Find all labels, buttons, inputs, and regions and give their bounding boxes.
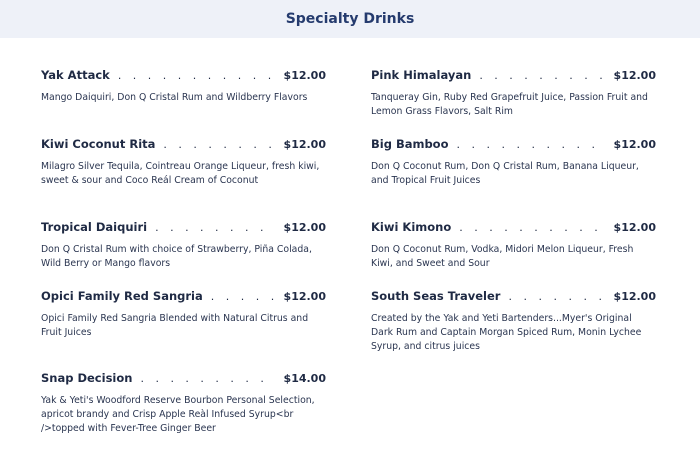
item-description: Don Q Coconut Rum, Vodka, Midori Melon Liqueur, Fresh Kiwi, and Sweet and Sour [371,244,634,269]
item-price: $12.00 [613,290,656,303]
item-price: $12.00 [283,138,326,151]
item-price: $12.00 [283,221,326,234]
item-name: Pink Himalayan [371,68,472,82]
item-description: Milagro Silver Tequila, Cointreau Orange Liqueur, fresh kiwi, sweet & sour and Coco Reál Cream of Coconut [41,161,320,186]
section-title: Specialty Drinks [285,11,415,27]
menu-item [371,289,656,354]
item-description: Yak & Yeti's Woodford Reserve Bourbon Personal Selection, apricot brandy and Crisp Apple Reàl Infused Syrup<br />topped with Fever-Tree Ginger Beer [41,395,315,434]
dot-leader [118,70,276,81]
item-name: South Seas Traveler [371,289,501,303]
item-name: Yak Attack [41,68,110,82]
item-price: $12.00 [283,69,326,82]
menu-item [41,68,326,105]
item-description: Mango Daiquiri, Don Q Cristal Rum and Wildberry Flavors [41,92,308,103]
dot-leader [479,70,605,81]
menu-item [41,371,326,436]
menu-item [41,220,326,271]
dot-leader [457,139,606,150]
menu-item [41,137,326,188]
dot-leader [459,222,605,233]
item-price: $14.00 [283,372,326,385]
dot-leader [508,291,605,302]
item-name: Snap Decision [41,371,133,385]
item-description: Opici Family Red Sangria Blended with Natural Citrus and Fruit Juices [41,313,309,338]
dot-leader [140,373,275,384]
dot-leader [211,291,276,302]
item-description: Don Q Coconut Rum, Don Q Cristal Rum, Banana Liqueur, and Tropical Fruit Juices [371,161,639,186]
item-name: Tropical Daiquiri [41,220,148,234]
menu-item [371,68,656,119]
item-price: $12.00 [613,138,656,151]
item-name: Kiwi Coconut Rita [41,137,156,151]
item-price: $12.00 [283,290,326,303]
item-name: Kiwi Kimono [371,220,452,234]
section-header [0,0,700,38]
item-description: Created by the Yak and Yeti Bartenders...Myer's Original Dark Rum and Captain Morgan Spiced Rum, Monin Lychee Syrup, and citrus juices [371,313,642,352]
dot-leader [155,222,275,233]
item-name: Big Bamboo [371,137,449,151]
item-description: Tanqueray Gin, Ruby Red Grapefruit Juice, Passion Fruit and Lemon Grass Flavors, Salt Rim [371,92,648,117]
item-name: Opici Family Red Sangria [41,289,203,303]
menu-item [371,220,656,271]
menu-grid [0,38,700,468]
item-price: $12.00 [613,221,656,234]
item-description: Don Q Cristal Rum with choice of Strawberry, Piña Colada, Wild Berry or Mango flavors [41,244,312,269]
menu-item [371,137,656,188]
dot-leader [163,139,275,150]
item-price: $12.00 [613,69,656,82]
menu-item [41,289,326,340]
